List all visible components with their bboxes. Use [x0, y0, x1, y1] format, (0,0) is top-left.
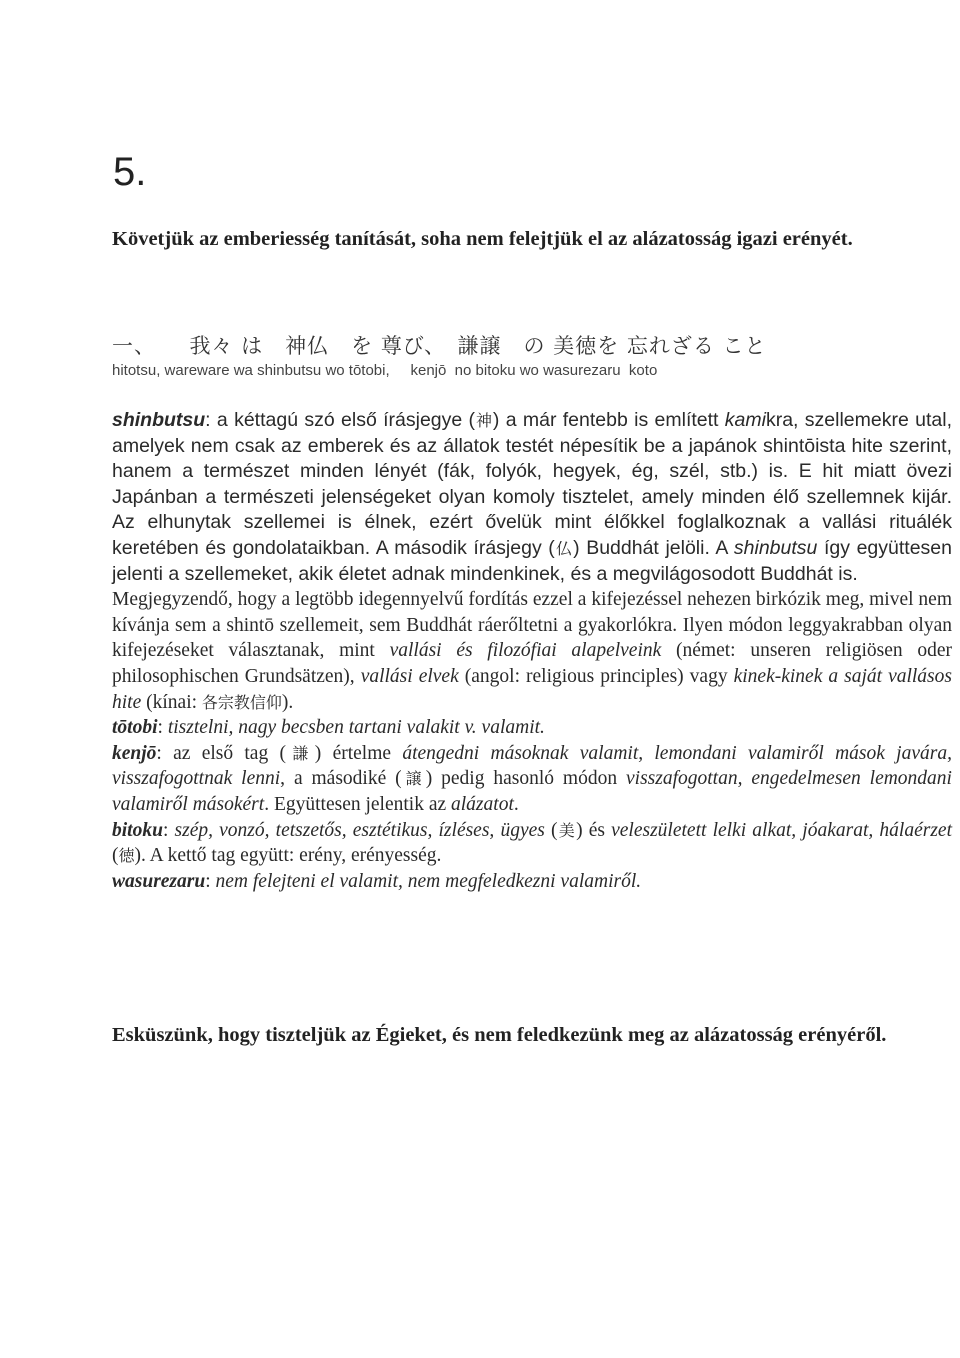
text: : az első tag ( [156, 742, 286, 764]
paragraph-totobi [112, 715, 952, 741]
paragraph-bitoku [112, 818, 952, 869]
text: ( [544, 819, 558, 841]
chinese-phrase: 各宗教信仰 [201, 692, 282, 712]
italic-shinbutsu: shinbutsu [733, 536, 818, 559]
italic-phrase: átengedni másoknak valamit, lemondani valamiről mások javára, visszafogottnak lenni [112, 742, 952, 790]
italic-phrase: szép, vonzó, tetszetős, esztétikus, ízléses, ügyes [174, 819, 545, 841]
text: ). A kettő tag együtt: erény, erényesség. [134, 845, 442, 867]
italic-phrase: veleszületett lelki alkat, jóakarat, hálaérzet [611, 819, 952, 841]
text: ). [281, 691, 294, 713]
paragraph-wasurezaru [112, 869, 952, 895]
kanji-kami: 神 [475, 411, 493, 430]
kanji-toku: 徳 [118, 846, 135, 866]
text: . [513, 793, 519, 815]
text: így együttesen jelenti a szellemeket, akik életet adnak mindenkinek, és a megvilágosodott Buddhát is. [112, 536, 952, 585]
italic-phrase: vallási elvek [360, 665, 459, 687]
paragraph-translation-note [112, 587, 952, 715]
text: : a kéttagú szó első írásjegye ( [205, 409, 476, 431]
text: , a másodiké ( [280, 768, 402, 790]
text: ) és [576, 819, 612, 841]
closing-oath: Esküszünk, hogy tiszteljük az Égieket, és nem feledkezünk meg az alázatosság erényéről. [112, 1024, 887, 1046]
term-shinbutsu: shinbutsu [112, 409, 206, 431]
text: ) a már fentebb is említett [492, 409, 725, 431]
definition: tisztelni, nagy becsben tartani valakit v. valamit. [167, 717, 545, 739]
japanese-motto: 一、 我々 は 神仏 を 尊び、 謙譲 の 美徳を 忘れざる こと [112, 334, 767, 358]
romaji-transcription: hitotsu, wareware wa shinbutsu wo tōtobi, kenjō no bitoku wo wasurezaru koto [112, 362, 658, 379]
term-totobi: tōtobi [112, 717, 158, 739]
term-wasurezaru: wasurezaru [112, 870, 206, 892]
text: ( [112, 845, 119, 867]
text: : [205, 870, 216, 892]
text: ) pedig hasonló módon [425, 768, 626, 790]
kanji-butsu: 仏 [554, 538, 574, 558]
paragraph-shinbutsu [112, 408, 952, 587]
text: ) értelme [314, 742, 403, 764]
section-number: 5. [113, 150, 147, 194]
term-bitoku: bitoku [112, 819, 163, 841]
italic-phrase: vallási és filozófiai alapelveink [389, 640, 662, 662]
text: : [162, 819, 175, 841]
text: (kínai: [141, 691, 202, 713]
text: . Együttesen jelentik az [264, 793, 452, 815]
kanji-bi: 美 [557, 820, 577, 840]
text: (angol: religious principles) vagy [458, 665, 734, 687]
italic-phrase: kinek-kinek a saját vallásos hite [112, 665, 952, 713]
italic-phrase: alázatot [451, 793, 514, 815]
section-headline: Követjük az emberiesség tanítását, soha nem felejtjük el az alázatosság igazi erényét. [112, 228, 853, 250]
text: : [157, 717, 168, 739]
glossary-body [112, 408, 952, 894]
text: ) Buddhát jelöli. A [573, 536, 734, 559]
text: Megjegyzendő, hogy a legtöbb idegennyelvű fordítás ezzel a kifejezéssel nehezen birkózik meg, mivel nem kívánja sem a shintō szellemeit, sem Buddhát ráerőltetni a gyakorlókra. Ilyen módon leggyakrabban olyan kifejezéseket választanak, mint [112, 589, 952, 662]
text: kra, szellemekre utal, amelyek nem csak az emberek és az állatok testét népesítik be a japánok shintōista hite szerint, hanem a természet minden lényét (fák, folyók, hegyek, ég, szél, stb.) is. E hit miatt övezi Japánban a természeti jelenségeket olyan komoly tisztelet, amely minden élő szellemnek kijár. Az elhunytak szellemei is élnek, ezért ővelük mint élőkkel foglalkoznak a vallási rituálék keretében és gondolataikban. A második írásjegy ( [112, 409, 953, 559]
kanji-ken: 謙 [285, 743, 315, 763]
definition: nem felejteni el valamit, nem megfeledkezni valamiről. [215, 870, 642, 892]
italic-kami: kami [724, 409, 766, 431]
term-kenjo: kenjō [112, 742, 157, 764]
kanji-jo: 譲 [401, 769, 426, 789]
paragraph-kenjo [112, 741, 952, 818]
text: (német: unseren religiösen oder philosophischen Grundsätzen), [112, 640, 952, 687]
italic-phrase: visszafogottan, engedelmesen lemondani valamiről másokért [112, 768, 952, 815]
